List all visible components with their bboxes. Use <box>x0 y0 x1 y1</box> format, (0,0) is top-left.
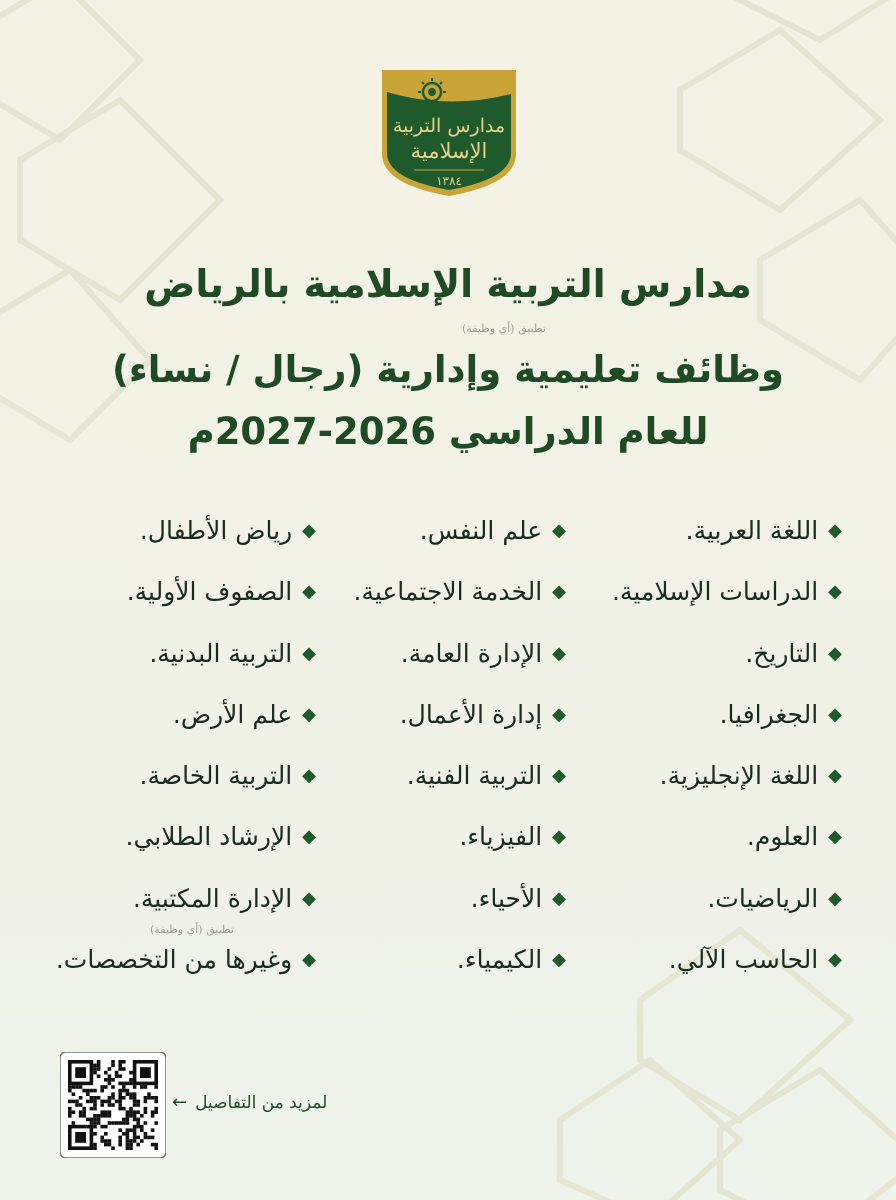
diamond-bullet-icon: ◆ <box>828 581 842 603</box>
diamond-bullet-icon: ◆ <box>302 642 316 664</box>
list-item: ◆ إدارة الأعمال. <box>354 692 567 753</box>
jobs-subheading: وظائف تعليمية وإدارية (رجال / نساء) <box>111 348 785 391</box>
school-logo <box>378 66 520 198</box>
school-name-heading: مدارس التربية الإسلامية بالرياض <box>144 262 752 306</box>
list-item: ◆ علم النفس. <box>354 508 567 569</box>
list-item: ◆ رياض الأطفال. <box>56 508 316 569</box>
diamond-bullet-icon: ◆ <box>552 949 566 971</box>
list-item: ◆ الفيزياء. <box>354 814 567 875</box>
list-item: ◆ التربية البدنية. <box>56 631 316 692</box>
list-item: ◆ الدراسات الإسلامية. <box>612 569 842 630</box>
diamond-bullet-icon: ◆ <box>302 520 316 541</box>
specialties-column-2 <box>354 508 567 998</box>
diamond-bullet-icon: ◆ <box>302 826 316 848</box>
diamond-bullet-icon: ◆ <box>828 703 842 725</box>
list-item: ◆ الحاسب الآلي. <box>612 937 842 998</box>
diamond-bullet-icon: ◆ <box>552 703 566 725</box>
list-item: ◆ الكيمياء. <box>354 937 567 998</box>
diamond-bullet-icon: ◆ <box>828 887 842 909</box>
diamond-bullet-icon: ◆ <box>552 520 566 541</box>
list-item: ◆ علم الأرض. <box>56 692 316 753</box>
logo-text-line1: مدارس التربية <box>392 115 506 137</box>
qr-code-icon[interactable] <box>60 1052 166 1158</box>
diamond-bullet-icon: ◆ <box>552 887 566 909</box>
diamond-bullet-icon: ◆ <box>302 949 316 971</box>
diamond-bullet-icon: ◆ <box>552 642 566 664</box>
more-details-label: لمزيد من التفاصيل <box>195 1092 328 1113</box>
diamond-bullet-icon: ◆ <box>302 765 316 787</box>
list-item: ◆ الأحياء. <box>354 876 567 937</box>
diamond-bullet-icon: ◆ <box>552 826 566 848</box>
list-item: ◆ الإدارة العامة. <box>354 631 567 692</box>
list-item: ◆ اللغة الإنجليزية. <box>612 753 842 814</box>
more-details-link[interactable] <box>172 1092 327 1113</box>
list-item: ◆ التربية الفنية. <box>354 753 567 814</box>
list-item: ◆ التربية الخاصة. <box>56 753 316 814</box>
watermark-bottom: تطبيق (أي وظيفة) <box>150 923 234 936</box>
diamond-bullet-icon: ◆ <box>302 887 316 909</box>
list-item: ◆ التاريخ. <box>612 631 842 692</box>
logo-text-line2: الإسلامية <box>410 139 488 163</box>
watermark-top: تطبيق (أي وظيفة) <box>462 322 546 335</box>
list-item: ◆ الصفوف الأولية. <box>56 569 316 630</box>
diamond-bullet-icon: ◆ <box>552 765 566 787</box>
list-item: ◆ الرياضيات. <box>612 876 842 937</box>
diamond-bullet-icon: ◆ <box>828 520 842 541</box>
diamond-bullet-icon: ◆ <box>302 703 316 725</box>
diamond-bullet-icon: ◆ <box>552 581 566 603</box>
logo-year: ١٣٨٤ <box>436 174 462 188</box>
diamond-bullet-icon: ◆ <box>828 826 842 848</box>
list-item: ◆ الإدارة المكتبية. <box>56 876 316 937</box>
list-item: ◆ الإرشاد الطلابي. <box>56 814 316 875</box>
specialties-column-1 <box>612 508 842 998</box>
list-item: ◆ العلوم. <box>612 814 842 875</box>
list-item: ◆ الخدمة الاجتماعية. <box>354 569 567 630</box>
diamond-bullet-icon: ◆ <box>828 642 842 664</box>
list-item: ◆ وغيرها من التخصصات. <box>56 937 316 998</box>
arrow-left-icon: ← <box>172 1092 188 1113</box>
list-item: ◆ اللغة العربية. <box>612 508 842 569</box>
diamond-bullet-icon: ◆ <box>828 949 842 971</box>
diamond-bullet-icon: ◆ <box>302 581 316 603</box>
list-item: ◆ الجغرافيا. <box>612 692 842 753</box>
diamond-bullet-icon: ◆ <box>828 765 842 787</box>
academic-year-heading: للعام الدراسي 2026-2027م <box>187 410 709 453</box>
